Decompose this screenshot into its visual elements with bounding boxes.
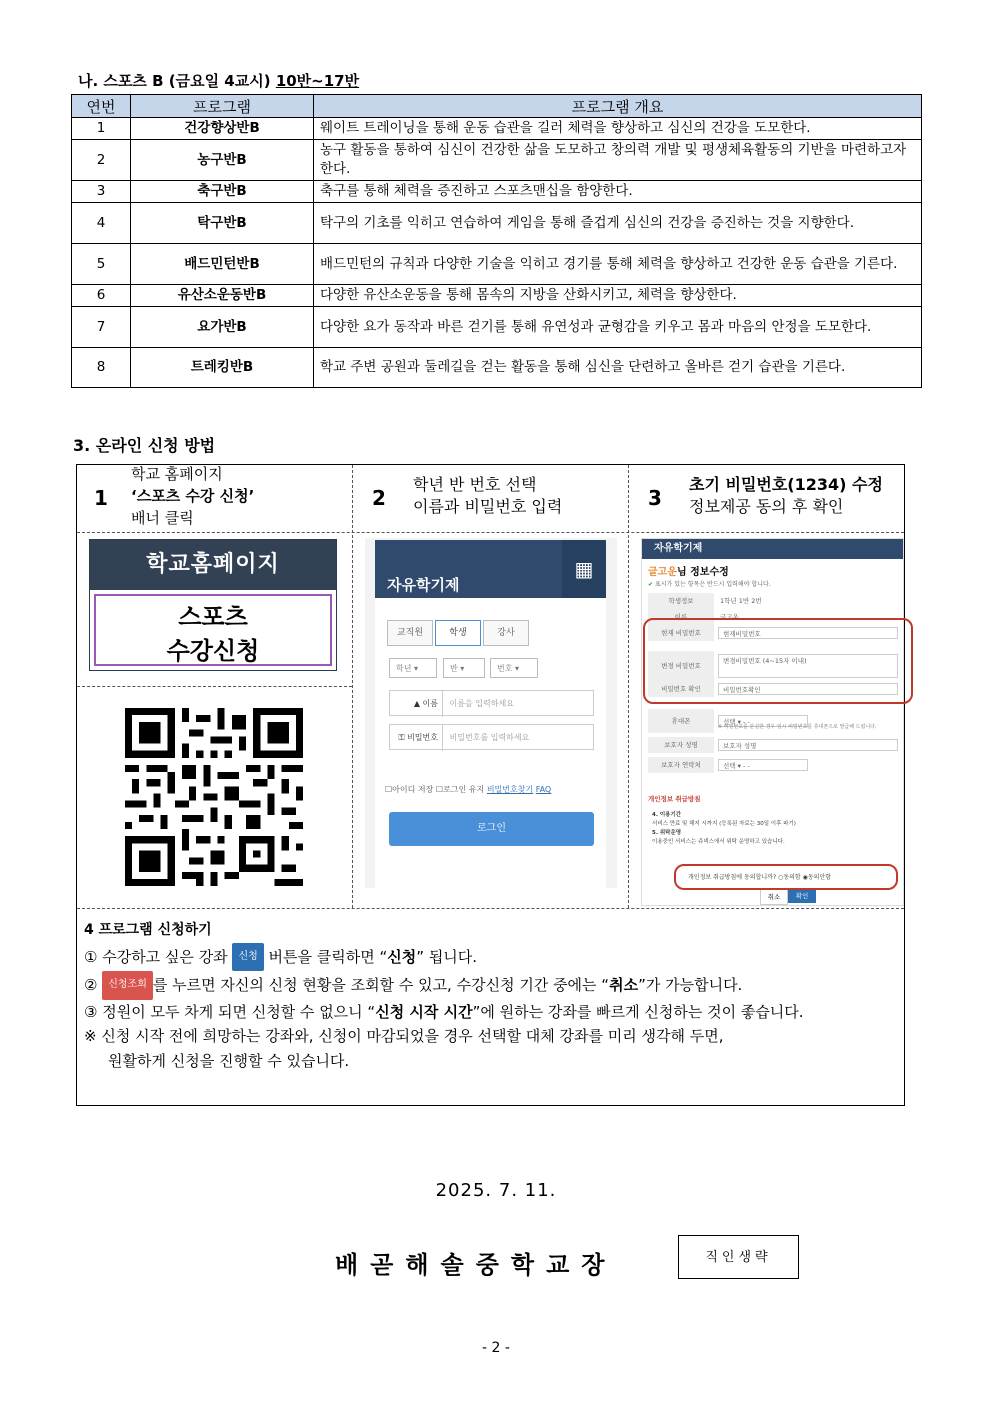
tab-staff[interactable]: 교직원 <box>387 620 433 646</box>
col-header-program: 프로그램 <box>131 95 314 118</box>
row-value: 글고운 <box>720 613 739 621</box>
step4-l2-c: ”가 가능합니다. <box>638 975 743 994</box>
row-num: 6 <box>72 285 131 307</box>
document-date: 2025. 7. 11. <box>435 1180 557 1201</box>
row-program: 건강향상반B <box>131 118 314 140</box>
login-screenshot <box>365 538 617 888</box>
current-password-input[interactable]: 현재비밀번호 <box>718 627 898 639</box>
section-title-text: 나. 스포츠 B (금요일 4교시) <box>78 72 276 90</box>
faq-link[interactable]: FAQ <box>535 785 552 794</box>
number-select-label: 번호 <box>497 664 513 673</box>
row-desc: 탁구의 기초를 익히고 연습하여 게임을 통해 즐겁게 심신의 건강을 증진하는 것을 지향한다. <box>314 203 922 244</box>
consent-question: 개인정보 취급방침에 동의합니까? <box>688 874 777 881</box>
consent-option-2: 동의안함 <box>807 874 832 881</box>
step4-l2-b: 를 누르면 자신의 신청 현황을 조회할 수 있고, 수강신청 기간 중에는 “ <box>152 975 610 994</box>
keep-checkbox[interactable]: ☐ <box>435 785 444 794</box>
name-placeholder: 이름을 입력하세요 <box>449 699 514 708</box>
radio-icon[interactable]: ◉ <box>802 874 808 881</box>
step1-number: 1 <box>94 486 108 510</box>
row-num: 7 <box>72 307 131 348</box>
step1-line2: ‘스포츠 수강 신청’ <box>131 487 255 505</box>
cancel-button[interactable]: 취소 <box>760 889 788 905</box>
section-title <box>78 70 359 91</box>
row-num: 1 <box>72 118 131 140</box>
step4-l2-bold: 취소 <box>609 975 639 994</box>
step3-text <box>689 474 883 518</box>
row-desc: 배드민턴의 규칙과 다양한 기술을 익히고 경기를 통해 체력을 향상하고 건강한 운동 습관을 기른다. <box>314 244 922 285</box>
password-label: 비밀번호 <box>407 733 438 742</box>
step1-text <box>131 463 254 529</box>
row-program: 배드민턴반B <box>131 244 314 285</box>
row-program: 농구반B <box>131 140 314 181</box>
divider <box>77 908 904 909</box>
guardian-name-input[interactable]: 보호자 성명 <box>718 739 898 751</box>
row-program: 유산소운동반B <box>131 285 314 307</box>
step4-l2-a: ② <box>84 975 103 994</box>
phone-note: ※ 비밀번호를 분실한 경우 임시 비밀번호를 휴대폰으로 발급해 드립니다. <box>718 724 877 730</box>
banner-line1: 스포츠 <box>178 603 248 631</box>
key-icon: ⚿ <box>398 733 405 742</box>
section3-title: 3. 온라인 신청 방법 <box>73 436 216 455</box>
grid-menu-icon[interactable]: ▦ <box>562 540 606 598</box>
row-key: 보호자 연락처 <box>648 757 714 773</box>
step4-l3-bold: 신청 시작 시간 <box>375 1002 473 1021</box>
signer-name: 배곧해솔중학교장 <box>335 1251 617 1279</box>
row-key: 변경 비밀번호 <box>648 651 714 681</box>
row-program: 탁구반B <box>131 203 314 244</box>
divider <box>77 686 352 687</box>
banner-title: 학교홈페이지 <box>90 540 336 590</box>
confirm-password-input[interactable]: 비밀번호확인 <box>718 683 898 695</box>
step3-line2: 정보제공 동의 후 확인 <box>689 497 844 516</box>
password-placeholder: 비밀번호를 입력하세요 <box>449 733 530 742</box>
remember-label: 아이디 저장 <box>392 785 434 794</box>
step4-section <box>84 918 899 1073</box>
radio-icon[interactable]: ○ <box>778 874 784 881</box>
seal-box: 직인생략 <box>678 1235 799 1279</box>
step3-number: 3 <box>648 486 662 510</box>
form-row <box>648 593 904 609</box>
row-value: 1학년 1반 2번 <box>720 597 762 605</box>
row-program: 축구반B <box>131 181 314 203</box>
check-status-button[interactable]: 신청조회 <box>102 971 153 1000</box>
phone-input[interactable]: 선택 ▾ - - <box>718 715 808 727</box>
row-key: 비밀번호 확인 <box>648 681 714 697</box>
form-notice-text: 표시가 있는 항목은 반드시 입력해야 합니다. <box>654 581 771 588</box>
step4-line3 <box>84 1000 899 1025</box>
row-desc: 학교 주변 공원과 둘레길을 걷는 활동을 통해 심신을 단련하고 올바른 걷기 습관을 기른다. <box>314 348 922 388</box>
row-num: 3 <box>72 181 131 203</box>
app-title: 자유학기제 <box>387 576 460 594</box>
row-key: 학생정보 <box>648 593 714 609</box>
remember-checkbox[interactable]: ☐ <box>385 785 393 794</box>
step4-l1-a: ① 수강하고 싶은 강좌 <box>84 947 233 966</box>
banner-line2: 수강신청 <box>166 637 260 665</box>
privacy-line: 5. 위탁운영 <box>652 830 682 836</box>
form-row <box>648 737 904 753</box>
form-header: 자유학기제 <box>642 539 903 559</box>
privacy-title: 개인정보 취급방침 <box>648 795 701 803</box>
privacy-line: 4. 이용기간 <box>652 812 682 818</box>
tab-instructor[interactable]: 강사 <box>483 620 529 646</box>
row-desc: 다양한 유산소운동을 통해 몸속의 지방을 산화시키고, 체력을 향상한다. <box>314 285 922 307</box>
confirm-button[interactable]: 확인 <box>788 889 816 903</box>
new-password-input[interactable]: 변경비밀번호 (4~15자 이내) <box>718 654 898 678</box>
step3-line1: 초기 비밀번호(1234) 수정 <box>689 475 883 494</box>
table-row <box>72 307 922 348</box>
row-desc: 다양한 요가 동작과 바른 걷기를 통해 유연성과 균형감을 키우고 몸과 마음의 안정을 도모한다. <box>314 307 922 348</box>
step4-l1-bold: 신청 <box>387 947 417 966</box>
highlight-consent <box>674 864 898 890</box>
table-row <box>72 244 922 285</box>
row-program: 트레킹반B <box>131 348 314 388</box>
col-header-num: 연번 <box>72 95 131 118</box>
row-num: 8 <box>72 348 131 388</box>
form-notice <box>648 579 771 588</box>
highlight-password <box>643 618 913 704</box>
col-header-summary: 프로그램 개요 <box>314 95 922 118</box>
guardian-phone-input[interactable]: 선택 ▾ - - <box>718 759 808 771</box>
table-row <box>72 118 922 140</box>
table-row <box>72 348 922 388</box>
step4-l1-b: 버튼을 클릭하면 “ <box>263 947 388 966</box>
section-title-classes: 10반~17반 <box>275 72 360 90</box>
consent-option-1: 동의함 <box>783 874 801 881</box>
step4-line1 <box>84 943 899 972</box>
privacy-text <box>652 811 796 847</box>
table-row <box>72 181 922 203</box>
table-header-row <box>72 95 922 118</box>
app-header <box>375 540 606 598</box>
grade-select[interactable]: 학년 ▾ <box>389 658 437 678</box>
table-row <box>72 140 922 181</box>
row-num: 5 <box>72 244 131 285</box>
step4-l3-a: ③ 정원이 모두 차게 되면 신청할 수 없으니 “ <box>84 1002 376 1021</box>
step2-number: 2 <box>372 486 386 510</box>
tab-student[interactable]: 학생 <box>435 620 481 646</box>
page-number: - 2 - <box>482 1340 510 1356</box>
divider <box>77 532 904 533</box>
step1-line3: 배너 클릭 <box>131 509 194 527</box>
apply-button[interactable]: 신청 <box>232 943 263 972</box>
user-icon: ▲ <box>413 699 420 708</box>
class-select[interactable]: 반 ▾ <box>443 658 485 678</box>
table-row <box>72 285 922 307</box>
privacy-line: 이용중인 서비스는 쥬넥스에서 위탁 운영하고 있습니다. <box>652 839 785 845</box>
row-desc: 축구를 통해 체력을 증진하고 스포츠맨십을 함양한다. <box>314 181 922 203</box>
homepage-banner[interactable] <box>89 539 337 671</box>
privacy-line: 서비스 만료 및 해지 시까지 (등록된 자료는 30일 이후 파기) <box>652 821 796 827</box>
step4-note1: ※ 신청 시작 전에 희망하는 강좌와, 신청이 마감되었을 경우 선택할 대체 강좌를 미리 생각해 두면, <box>84 1027 724 1045</box>
program-table <box>71 94 922 388</box>
row-num: 2 <box>72 140 131 181</box>
number-select[interactable]: 번호 ▾ <box>490 658 538 678</box>
name-label: 이름 <box>422 699 438 708</box>
row-key: 현재 비밀번호 <box>648 625 714 641</box>
find-password-link[interactable]: 비밀번호찾기 <box>486 785 534 794</box>
form-title-rest: 님 정보수정 <box>676 567 729 578</box>
step4-note2: 원활하게 신청을 진행할 수 있습니다. <box>108 1051 350 1070</box>
step2-line2: 이름과 비밀번호 입력 <box>413 497 563 516</box>
login-form <box>375 598 606 888</box>
row-desc: 웨이트 트레이닝을 통해 운동 습관을 길러 체력을 향상하고 심신의 건강을 도모한다. <box>314 118 922 140</box>
step4-title: 4 프로그램 신청하기 <box>84 922 212 938</box>
row-desc: 농구 활동을 통하여 심신이 건강한 삶을 도모하고 창의력 개발 및 평생체육활동의 기반을 마련하고자 한다. <box>314 140 922 181</box>
name-input[interactable] <box>389 690 594 716</box>
row-key: 휴대폰 <box>648 709 714 733</box>
step2-line1: 학년 반 번호 선택 <box>413 475 537 494</box>
login-options <box>385 784 598 795</box>
qr-code-icon[interactable] <box>125 708 303 886</box>
step4-l1-c: ” 됩니다. <box>416 947 478 966</box>
form-title <box>648 563 729 578</box>
sports-enroll-banner[interactable] <box>94 594 332 666</box>
form-row <box>648 757 904 773</box>
keep-label: 로그인 유지 <box>443 785 485 794</box>
form-title-name: 글고운 <box>648 567 677 578</box>
table-row <box>72 203 922 244</box>
step1-line1: 학교 홈페이지 <box>131 465 223 483</box>
row-key: 보호자 성명 <box>648 737 714 753</box>
step2-text <box>413 474 562 518</box>
info-edit-screenshot <box>641 538 904 906</box>
row-program: 요가반B <box>131 307 314 348</box>
row-key: 이름 <box>648 609 714 625</box>
password-input[interactable] <box>389 724 594 750</box>
login-button[interactable]: 로그인 <box>389 812 594 846</box>
step4-l3-b: ”에 원하는 강좌를 빠르게 신청하는 것이 좋습니다. <box>472 1002 804 1021</box>
class-select-label: 반 <box>450 664 458 673</box>
check-icon: ✔ <box>648 581 654 588</box>
grade-select-label: 학년 <box>396 664 412 673</box>
row-num: 4 <box>72 203 131 244</box>
step4-line2 <box>84 971 899 1000</box>
